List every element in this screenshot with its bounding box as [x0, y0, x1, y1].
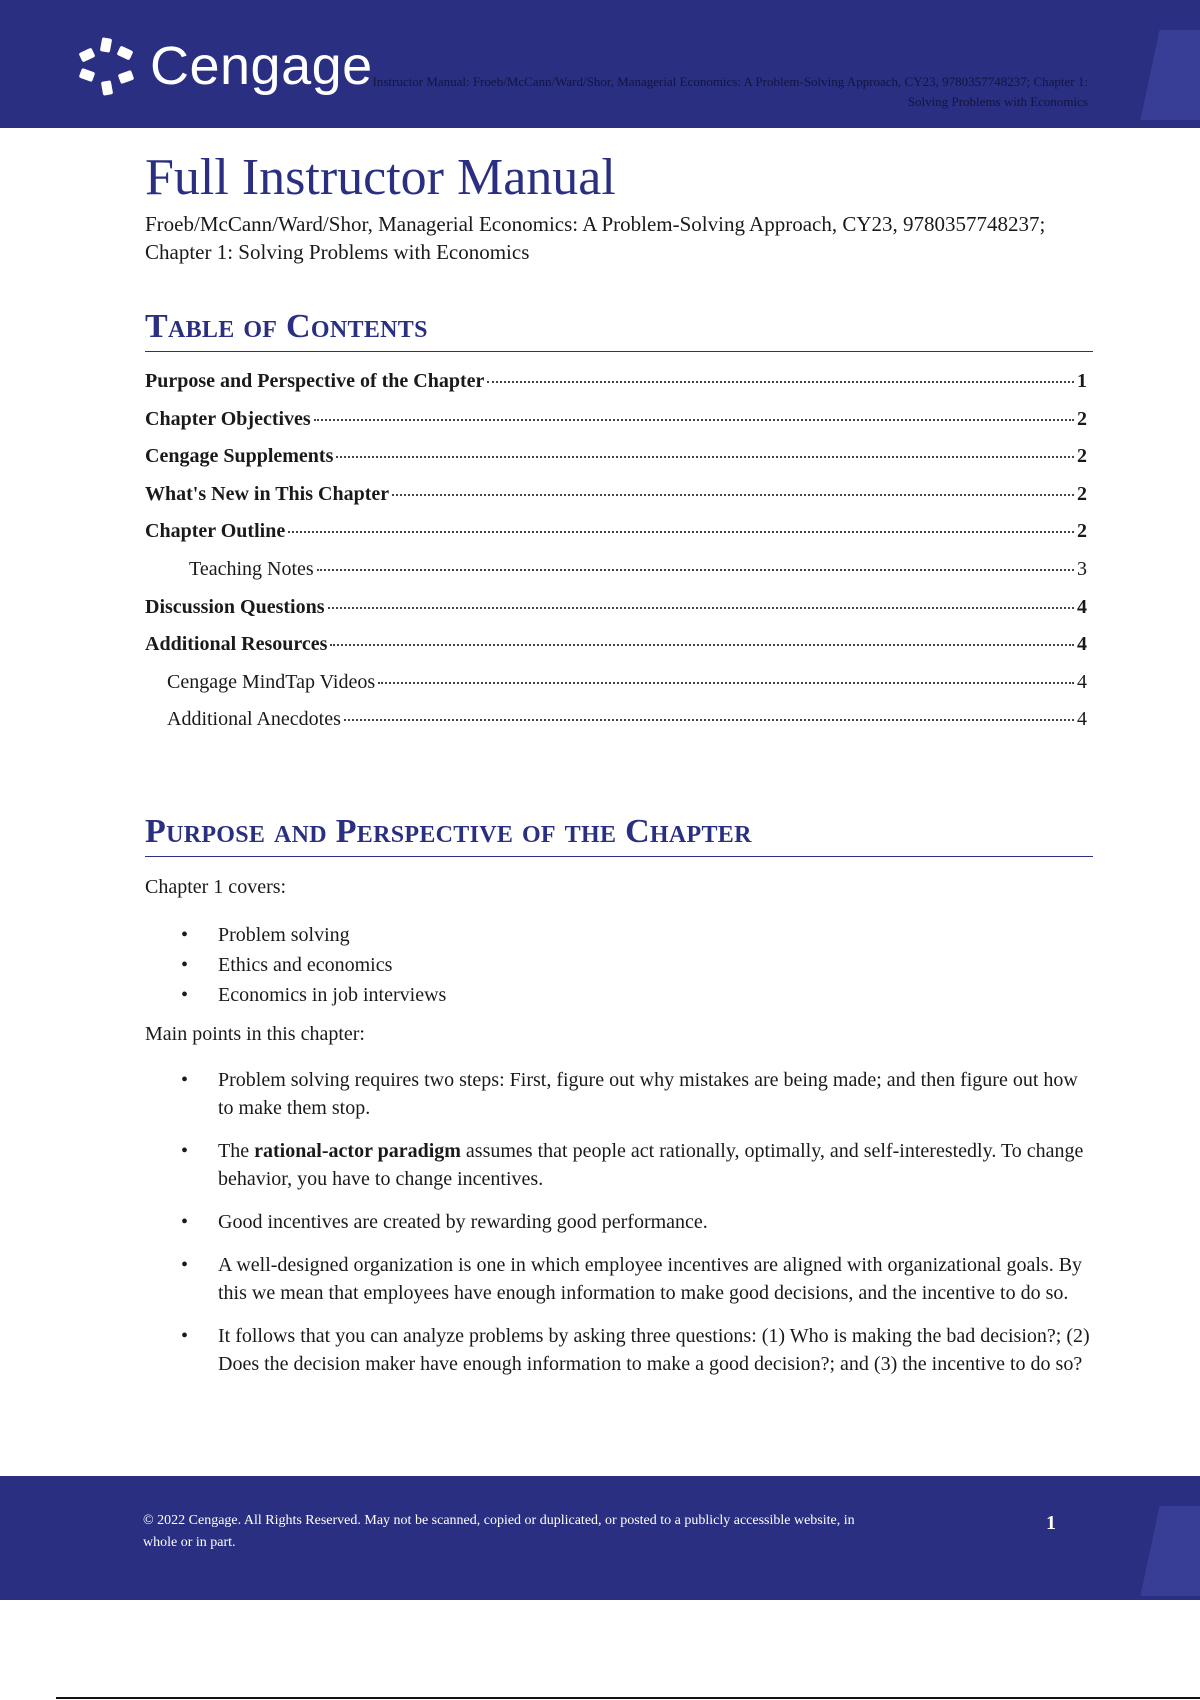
toc-entry-page: 3: [1077, 557, 1087, 580]
toc-entry-page: 4: [1077, 708, 1087, 731]
document-subtitle: Froeb/McCann/Ward/Shor, Managerial Economics: A Problem-Solving Approach, CY23, 9780357748237; Chapter 1: Solving Problems with Economics: [145, 212, 1046, 264]
toc-entry[interactable]: [145, 596, 1087, 634]
toc-entry-page: 2: [1077, 520, 1087, 543]
toc-entry-label: Purpose and Perspective of the Chapter: [145, 370, 485, 392]
toc-entry-label: Additional Anecdotes: [167, 708, 341, 731]
list-item: • Problem solving: [145, 920, 1090, 950]
covers-list: [145, 920, 1090, 1010]
running-header-line2: Solving Problems with Economics: [907, 94, 1088, 109]
list-item: • Economics in job interviews: [145, 980, 1090, 1010]
toc-entry[interactable]: [145, 708, 1087, 746]
toc-dot-leader: [336, 456, 1074, 458]
toc-dot-leader: [288, 531, 1074, 533]
toc-entry[interactable]: [145, 370, 1087, 408]
toc-entry[interactable]: [145, 671, 1087, 709]
toc-entry[interactable]: [145, 520, 1087, 558]
covers-intro: Chapter 1 covers:: [145, 876, 287, 898]
toc-entry[interactable]: [145, 445, 1087, 483]
toc-entry-label: Discussion Questions: [145, 595, 325, 618]
key-term: rational-actor paradigm: [254, 1140, 461, 1162]
toc-dot-leader: [330, 644, 1074, 646]
list-item: • It follows that you can analyze problems by asking three questions: (1) Who is making the bad decision?; (2) Does the decision maker have enough information to make a good decision?; and (3) the incentive to do so?: [145, 1322, 1090, 1378]
running-header: [228, 72, 1088, 112]
toc-entry-label: Chapter Outline: [145, 520, 286, 543]
toc-entry-label: Teaching Notes: [189, 557, 314, 580]
toc-entry-page: 2: [1077, 482, 1087, 505]
list-item-text: assumes that people act rationally, optimally, and self-interestedly. To change behavior, you have to change incentives.: [218, 1140, 1084, 1190]
running-header-line1: Instructor Manual: Froeb/McCann/Ward/Shor, Managerial Economics: A Problem-Solving Approach, CY23, 9780357748237; Chapter 1:: [372, 74, 1088, 89]
toc-dot-leader: [317, 569, 1074, 571]
purpose-heading: Purpose and Perspective of the Chapter: [145, 812, 1093, 857]
footer-band: [0, 1476, 1200, 1600]
document-title: Full Instructor Manual: [145, 149, 616, 206]
toc-dot-leader: [487, 381, 1074, 383]
copyright-notice: © 2022 Cengage. All Rights Reserved. May not be scanned, copied or duplicated, or posted to a publicly accessible website, in whole or in part.: [143, 1513, 855, 1550]
toc-entry-page: 4: [1077, 670, 1087, 693]
toc-entry-label: Chapter Objectives: [145, 407, 311, 430]
bottom-divider: [56, 1697, 1200, 1699]
logo-text: Cengage: [150, 36, 373, 96]
toc-entry[interactable]: [145, 408, 1087, 446]
toc-entry-page: 2: [1077, 407, 1087, 430]
list-item: [145, 1137, 1090, 1193]
toc-entry[interactable]: [145, 483, 1087, 521]
toc-entry-page: 4: [1077, 595, 1087, 618]
toc-entry[interactable]: [145, 633, 1087, 671]
toc-entry-label: What's New in This Chapter: [145, 482, 390, 505]
toc-dot-leader: [378, 682, 1074, 684]
main-points-intro: Main points in this chapter:: [145, 1023, 365, 1045]
main-points-list: [145, 1066, 1090, 1393]
list-item: • A well-designed organization is one in which employee incentives are aligned with organizational goals. By this we mean that employees have enough information to make good decisions, and the incentive to do so.: [145, 1251, 1090, 1307]
toc-entry-label: Cengage Supplements: [145, 445, 334, 468]
toc-dot-leader: [392, 494, 1074, 496]
list-item: • Problem solving requires two steps: First, figure out why mistakes are being made; and then figure out how to make them stop.: [145, 1066, 1090, 1122]
list-item: • Ethics and economics: [145, 950, 1090, 980]
toc-dot-leader: [328, 607, 1075, 609]
toc-dot-leader: [344, 719, 1074, 721]
toc-entry-label: Cengage MindTap Videos: [167, 670, 376, 693]
toc-dot-leader: [314, 419, 1074, 421]
cengage-logo-icon: [74, 34, 138, 98]
toc-entry-page: 1: [1077, 370, 1087, 392]
header-band: [0, 0, 1200, 128]
toc-entry[interactable]: [145, 558, 1087, 596]
toc-entry-page: 4: [1077, 633, 1087, 656]
page-number: 1: [1046, 1512, 1056, 1534]
header-decoration: [1140, 30, 1200, 120]
list-item-prefix: The: [218, 1140, 255, 1162]
list-item: • Good incentives are created by rewarding good performance.: [145, 1208, 1090, 1236]
toc-entry-page: 2: [1077, 445, 1087, 468]
toc-entry-label: Additional Resources: [145, 633, 328, 656]
footer-decoration: [1140, 1506, 1200, 1596]
toc-heading: Table of Contents: [145, 307, 1093, 352]
table-of-contents: [145, 370, 1087, 746]
